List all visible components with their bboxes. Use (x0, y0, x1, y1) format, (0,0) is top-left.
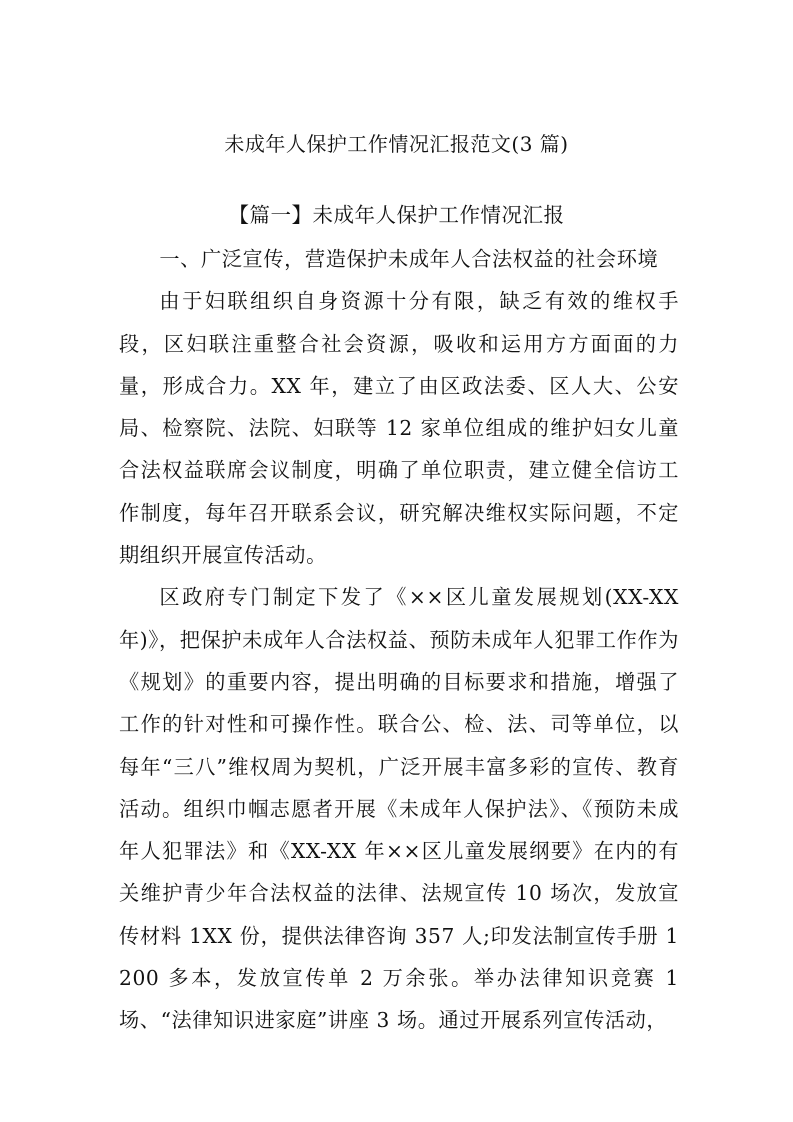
article-title: 【篇一】未成年人保护工作情况汇报 (228, 203, 565, 227)
section-heading: 一、广泛宣传，营造保护未成年人合法权益的社会环境 (159, 247, 659, 271)
document-title: 未成年人保护工作情况汇报范文(3 篇) (224, 132, 569, 156)
body-paragraph: 区政府专门制定下发了《××区儿童发展规划(XX-XX 年)》，把保护未成年人合法权益、预防未成年人犯罪工作作为《规划》的重要内容，提出明确的目标要求和措施，增强了工作的针对性和可操作性。联合公、检、法、司等单位，以每年“三八”维权周为契机，广泛开展丰富多彩的宣传、教育活动。组织巾帼志愿者开展《未成年人保护法》、《预防未成年人犯罪法》和《XX-XX 年××区儿童发展纲要》在内的有关维护青少年合法权益的法律、法规宣传 10 场次，发放宣传材料 1XX 份，提供法律咨询 357 人;印发法制宣传手册 1200 多本，发放宣传单 2 万余张。举办法律知识竞赛 1 场、“法律知识进家庭”讲座 3 场。通过开展系列宣传活动， (119, 585, 679, 1033)
body-paragraph: 由于妇联组织自身资源十分有限，缺乏有效的维权手段，区妇联注重整合社会资源，吸收和运用方方面面的力量，形成合力。XX 年，建立了由区政法委、区人大、公安局、检察院、法院、妇联等 12 家单位组成的维护妇女儿童合法权益联席会议制度，明确了单位职责，建立健全信访工作制度，每年召开联系会议，研究解决维权实际问题，不定期组织开展宣传活动。 (119, 289, 679, 568)
article-body (119, 238, 679, 1042)
